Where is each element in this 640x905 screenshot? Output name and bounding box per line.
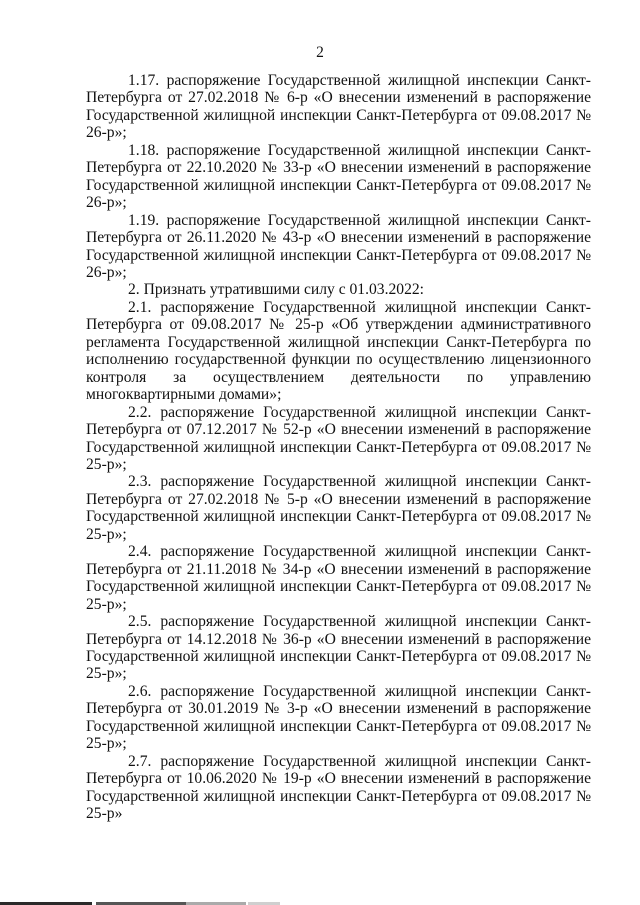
paragraph-1-19: 1.19. распоряжение Государственной жилищной инспекции Санкт-Петербурга от 26.11.2020 № 43-р «О внесении изменений в распоряжение Государственной жилищной инспекции Санкт-Петербурга от 09.08.2017 № 26-р»; [86, 211, 591, 281]
page-number: 2 [316, 44, 324, 61]
document-body [86, 72, 591, 822]
paragraph-2-4: 2.4. распоряжение Государственной жилищной инспекции Санкт-Петербурга от 21.11.2018 № 34-р «О внесении изменений в распоряжение Государственной жилищной инспекции Санкт-Петербурга от 09.08.2017 № 25-р»; [86, 543, 591, 613]
paragraph-1-18: 1.18. распоряжение Государственной жилищной инспекции Санкт-Петербурга от 22.10.2020 № 33-р «О внесении изменений в распоряжение Государственной жилищной инспекции Санкт-Петербурга от 09.08.2017 № 26-р»; [86, 141, 591, 212]
paragraph-2-6: 2.6. распоряжение Государственной жилищной инспекции Санкт-Петербурга от 30.01.2019 № 3-р «О внесении изменений в распоряжение Государственной жилищной инспекции Санкт-Петербурга от 09.08.2017 № 25-р»; [86, 682, 591, 753]
paragraph-2-heading: 2. Признать утратившими силу с 01.03.2022: [128, 281, 425, 299]
paragraph-2-7: 2.7. распоряжение Государственной жилищной инспекции Санкт-Петербурга от 10.06.2020 № 19-р «О внесении изменений в распоряжение Государственной жилищной инспекции Санкт-Петербурга от 09.08.2017 № 25-р» [86, 752, 591, 823]
paragraph-2-5: 2.5. распоряжение Государственной жилищной инспекции Санкт-Петербурга от 14.12.2018 № 36-р «О внесении изменений в распоряжение Государственной жилищной инспекции Санкт-Петербурга от 09.08.2017 № 25-р»; [86, 613, 591, 683]
paragraph-2-3: 2.3. распоряжение Государственной жилищной инспекции Санкт-Петербурга от 27.02.2018 № 5-р «О внесении изменений в распоряжение Государственной жилищной инспекции Санкт-Петербурга от 09.08.2017 № 25-р»; [86, 473, 591, 543]
paragraph-2-2: 2.2. распоряжение Государственной жилищной инспекции Санкт-Петербурга от 07.12.2017 № 52-р «О внесении изменений в распоряжение Государственной жилищной инспекции Санкт-Петербурга от 09.08.2017 № 25-р»; [86, 403, 591, 473]
paragraph-2-1: 2.1. распоряжение Государственной жилищной инспекции Санкт-Петербурга от 09.08.2017 № 25-р «Об утверждении административного регламента Государственной жилищной инспекции Санкт-Петербурга по исполнению государственной функции по осуществлению лицензионного контроля за осуществлением деятельности по управлению многоквартирными домами»; [86, 298, 591, 404]
paragraph-1-17: 1.17. распоряжение Государственной жилищной инспекции Санкт-Петербурга от 27.02.2018 № 6-р «О внесении изменений в распоряжение Государственной жилищной инспекции Санкт-Петербурга от 09.08.2017 № 26-р»; [86, 72, 591, 142]
